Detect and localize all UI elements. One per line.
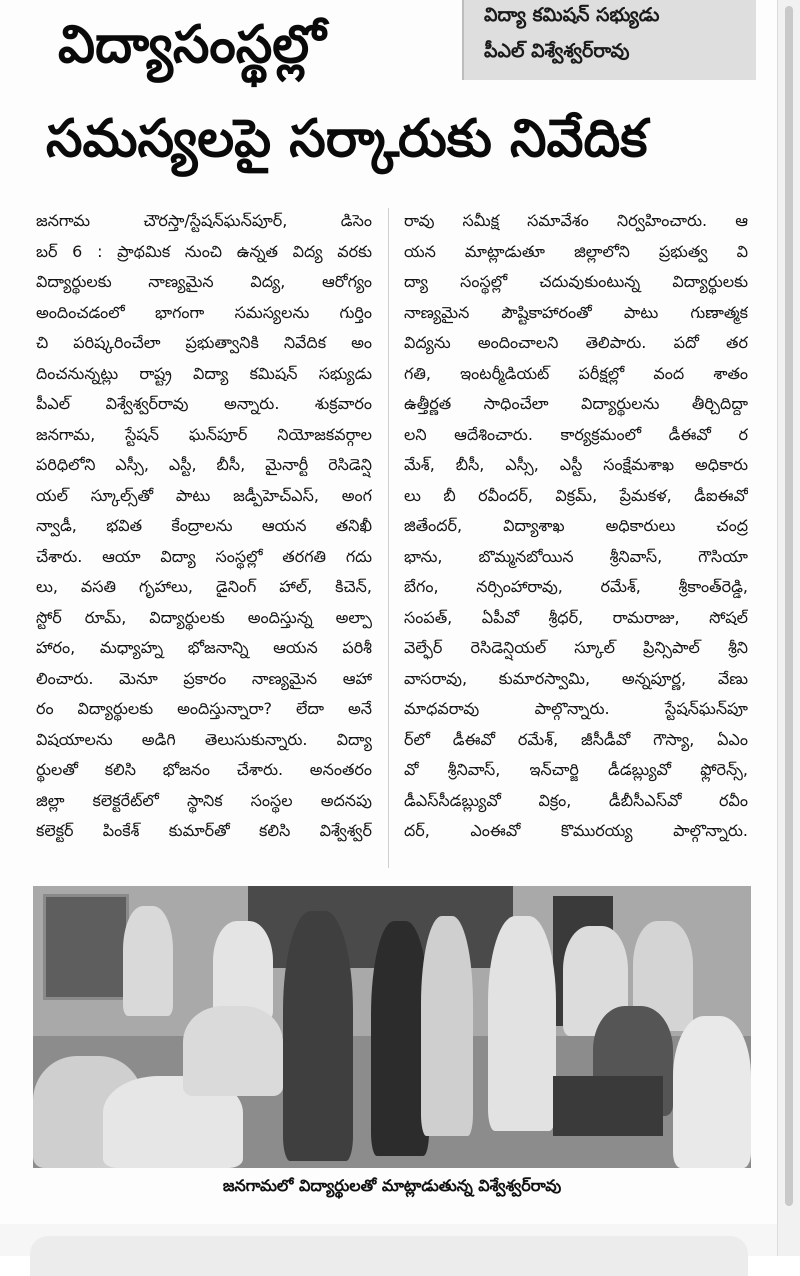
article-text-line: యన మాట్లాడుతూ జిల్లాలోని ప్రభుత్వ వి xyxy=(404,241,748,261)
article-text-line: భాను, బొమ్మనబోయిన శ్రీనివాస్, గౌసియా xyxy=(404,546,748,566)
article-text-line: స్టోర్ రూమ్, విద్యార్థులకు అందిస్తున్న అల్పా xyxy=(36,607,372,627)
photo-person xyxy=(283,911,353,1161)
photo-person xyxy=(123,906,173,1016)
footer-area xyxy=(0,1224,778,1256)
byline-name: పీఎల్ విశ్వేశ్వర్‌రావు xyxy=(484,40,630,62)
article-text-line: హారం, మధ్యాహ్న భోజనాన్ని ఆయన పరిశీ xyxy=(36,638,372,657)
article-text-line: సంపత్, ఏపీవో శ్రీధర్, రామరాజు, సోషల్ xyxy=(404,607,748,627)
article-text-line: రావు సమీక్ష సమావేశం నిర్వహించారు. ఆ xyxy=(404,211,748,230)
article-text-line: చి పరిష్కరించేలా ప్రభుత్వానికి నివేదిక అం xyxy=(36,333,372,352)
article-text-line: చేశారు. ఆయా విద్యా సంస్థల్లో తరగతి గదు xyxy=(36,546,372,566)
photo-window xyxy=(43,894,129,1000)
headline-line-1: విద్యాసంస్థల్లో xyxy=(58,15,326,75)
scrollbar-thumb[interactable] xyxy=(785,6,793,1206)
article-text-line: విద్యార్థులకు నాణ్యమైన విద్య, ఆరోగ్యం xyxy=(36,272,372,291)
next-card-edge xyxy=(30,1236,748,1276)
article-text-line: జనగామ, స్టేషన్ ఘన్‌పూర్ నియోజకవర్గాల xyxy=(36,424,372,444)
article-photo xyxy=(33,886,751,1168)
article-text-line: యల్ స్కూల్స్‌తో పాటు జడ్పీహెచ్‌ఎస్, అంగ xyxy=(36,485,372,505)
article-text-line: దర్, ఎంఈవో కొమురయ్య పాల్గొన్నారు. xyxy=(404,821,748,840)
article-text-line: గతి, ఇంటర్మీడియట్ పరీక్షల్లో వంద శాతం xyxy=(404,363,748,383)
photo-person xyxy=(421,916,473,1136)
article-text-line: కలెక్టర్ పింకేశ్ కుమార్‌తో కలిసి విశ్వేశ్వర్ xyxy=(36,821,372,840)
photo-person xyxy=(673,1016,751,1168)
article-text-line: జనగామ చౌరస్తా/స్టేషన్‌ఘన్‌పూర్, డిసెం xyxy=(36,211,372,230)
article-text-line: అందించడంలో భాగంగా సమస్యలను గుర్తిం xyxy=(36,302,372,322)
article-text-line: వాసరావు, కుమారస్వామి, అన్నపూర్ణ, వేణు xyxy=(404,668,748,688)
article-text-line: మాధవరావు పాల్గొన్నారు. స్టేషన్‌ఘన్‌పూ xyxy=(404,699,748,718)
article-text-line: డీఎస్‌సీడబ్ల్యువో విక్రం, డీబీసీఎస్‌వో రవీం xyxy=(404,790,748,810)
column-divider xyxy=(388,208,389,868)
article-text-line: లించారు. మెనూ ప్రకారం నాణ్యమైన ఆహా xyxy=(36,668,372,688)
article-column-2 xyxy=(404,206,748,847)
article-column-1 xyxy=(36,206,372,847)
article-text-line: విద్యను అందించాలని తెలిపారు. పదో తర xyxy=(404,333,748,352)
article-text-line: బర్ 6 : ప్రాథమిక నుంచి ఉన్నత విద్య వరకు xyxy=(36,241,372,261)
article-text-line: ద్యా సంస్థల్లో చదువుకుంటున్న విద్యార్థులకు xyxy=(404,272,748,291)
photo-caption: జనగామలో విద్యార్థులతో మాట్లాడుతున్న విశ్వేశ్వర్‌రావు xyxy=(222,1176,562,1195)
article-text-line: ఉత్తీర్ణత సాధించేలా విద్యార్థులను తీర్చిదిద్దా xyxy=(404,394,748,413)
article-text-line: పరిధిలోని ఎస్సీ, ఎస్టీ, బీసీ, మైనార్టీ రెసిడెన్షి xyxy=(36,455,372,474)
article-text-line: నాణ్యమైన పౌష్టికాహారంతో పాటు గుణాత్మక xyxy=(404,302,748,322)
vertical-scrollbar[interactable] xyxy=(777,0,800,1256)
article-text-line: జిల్లా కలెక్టరేట్‌లో స్థానిక సంస్థల అదనపు xyxy=(36,790,372,810)
article-text-line: దించనున్నట్లు రాష్ట్ర విద్యా కమిషన్ సభ్యుడు xyxy=(36,363,372,383)
article-text-line: మేశ్, బీసీ, ఎస్సీ, ఎస్టీ సంక్షేమశాఖ అధికారు xyxy=(404,455,748,474)
article-text-line: ర్‌లో డీఈవో రమేశ్, జీసీడీవో గౌస్యా, ఏఎం xyxy=(404,729,748,749)
article-text-line: వెల్ఫేర్ రెసిడెన్షియల్ స్కూల్ ప్రిన్సిపాల్ శ్రీని xyxy=(404,638,748,657)
headline-line-2: సమస్యలపై సర్కారుకు నివేదిక xyxy=(46,109,648,169)
photo-person xyxy=(488,916,556,1131)
article-text-line: రం విద్యార్థులకు అందిస్తున్నారా? లేదా అనే xyxy=(36,699,372,718)
photo-desk xyxy=(553,1076,663,1136)
article-text-line: పీఎల్ విశ్వేశ్వర్‌రావు అన్నారు. శుక్రవారం xyxy=(36,394,372,413)
article-text-line: వో శ్రీనివాస్, ఇన్‌చార్జి డీడబ్ల్యువో ఫ్లోరెన్స్, xyxy=(404,760,748,779)
article-text-line: లు, వసతి గృహాలు, డైనింగ్ హాల్, కిచెన్, xyxy=(36,577,372,596)
photo-person xyxy=(183,1006,283,1096)
article-text-line: జితేందర్, విద్యాశాఖ అధికారులు చంద్ర xyxy=(404,516,748,535)
article-text-line: లని ఆదేశించారు. కార్యక్రమంలో డీఈవో ర xyxy=(404,424,748,444)
article-text-line: బేగం, నర్సింహారావు, రమేశ్, శ్రీకాంత్‌రెడ్డి, xyxy=(404,577,748,596)
article-text-line: న్వాడీ, భవిత కేంద్రాలను ఆయన తనిఖీ xyxy=(36,516,372,535)
article-text-line: లు బీ రవీందర్, విక్రమ్, ప్రేమకళ, డీఐఈవో xyxy=(404,485,748,505)
byline-box xyxy=(462,0,756,80)
article-text-line: ర్థులతో కలిసి భోజనం చేశారు. అనంతరం xyxy=(36,760,372,779)
article-text-line: విషయాలను అడిగి తెలుసుకున్నారు. విద్యా xyxy=(36,729,372,749)
byline-role: విద్యా కమిషన్ సభ్యుడు xyxy=(484,4,660,26)
